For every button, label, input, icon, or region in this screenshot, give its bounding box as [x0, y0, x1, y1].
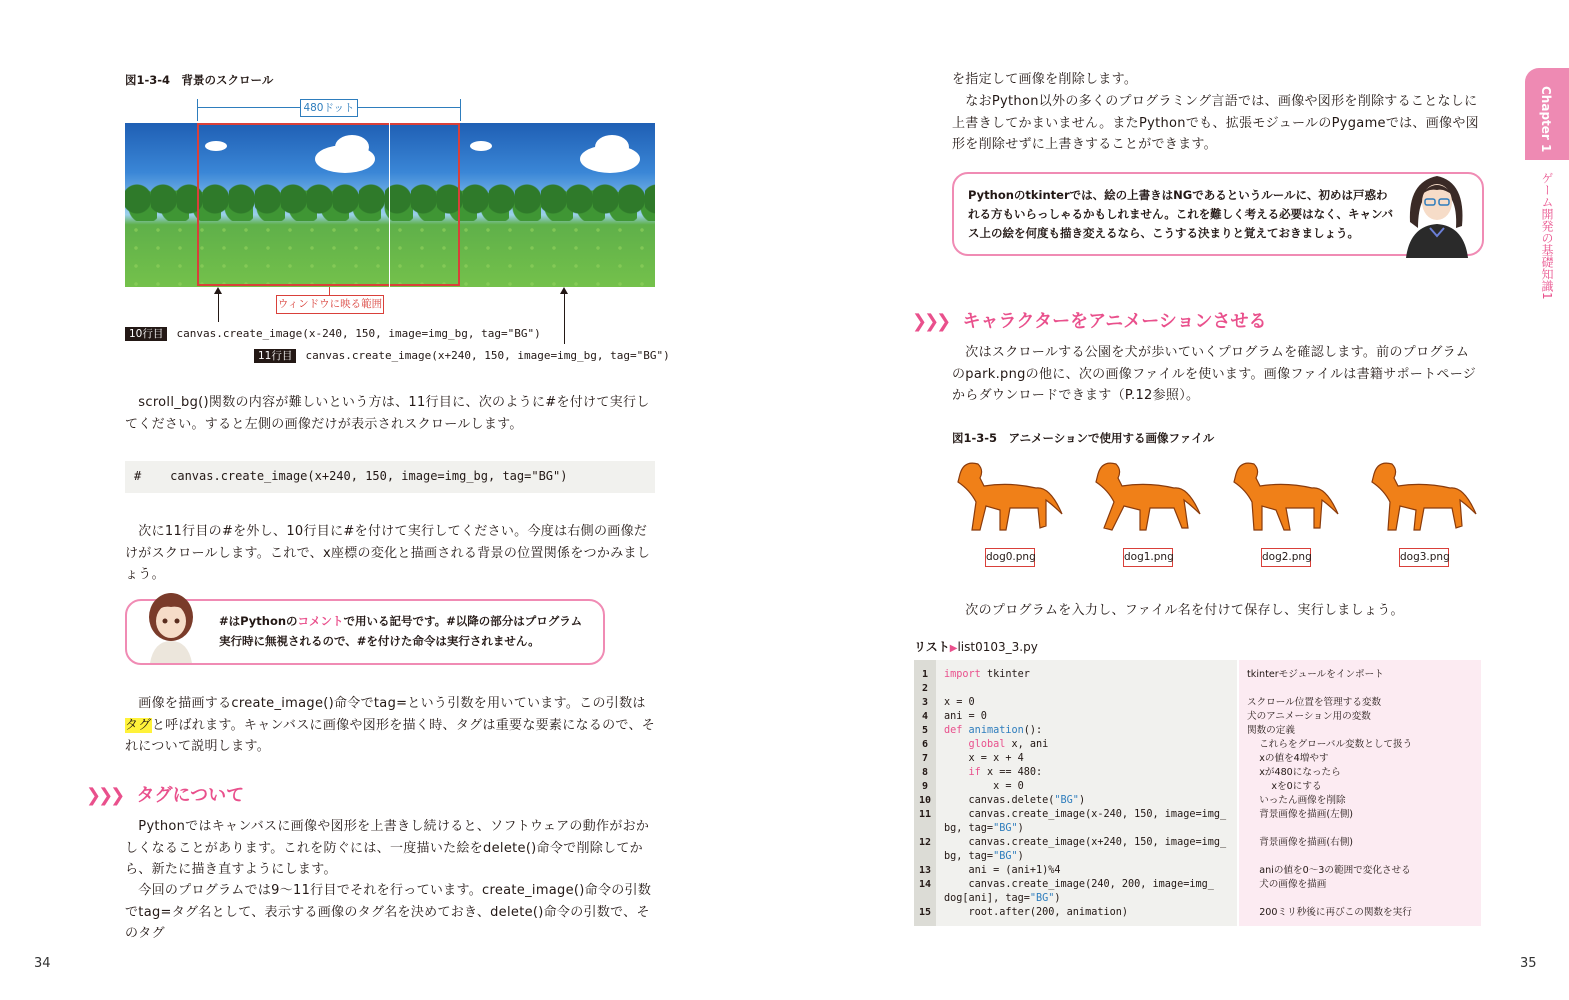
code-comment: aniの値を0～3の範囲で変化させる — [1247, 865, 1411, 876]
code-comment: 200ミリ秒後に再びこの関数を実行 — [1247, 907, 1412, 918]
code-line — [914, 738, 1481, 752]
figure-caption-dogs: 図1-3-5 アニメーションで使用する画像ファイル — [952, 431, 1215, 445]
code-line — [914, 822, 1481, 836]
chapter-tab — [1525, 68, 1569, 160]
code-comment: 犬のアニメーション用の変数 — [1247, 711, 1371, 722]
triangle-icon: ▶ — [949, 643, 958, 654]
dog-label-3: dog3.png — [1399, 548, 1449, 567]
line-number: 14 — [918, 879, 932, 890]
dog-label-2: dog2.png — [1261, 548, 1311, 567]
arrowhead-right — [560, 287, 568, 294]
code-comment: xが480になったら — [1247, 767, 1341, 778]
code-line — [914, 836, 1481, 850]
arrow-right-image — [564, 292, 565, 344]
code-text: root.after(200, animation) — [944, 907, 1129, 918]
chapter-side-title: ゲーム開発の基礎知識1 — [1540, 172, 1554, 300]
arrow-left-image — [218, 292, 219, 322]
highlight-tag-term: タグ — [125, 717, 152, 733]
dimension-tick-left — [197, 99, 198, 121]
code-comment: xを0にする — [1247, 781, 1322, 792]
cloud — [595, 135, 629, 159]
code-text: if x == 480: — [968, 767, 1043, 778]
code-text: canvas.create_image(x+240, 150, image=img_ — [944, 837, 1227, 848]
figure-caption: 図1-3-4 背景のスクロール — [125, 73, 274, 87]
code-text: def animation(): — [944, 725, 1043, 736]
code-line — [914, 864, 1481, 878]
tip-line-1: #はPythonのコメントで用いる記号です。#以降の部分はプログラム — [219, 614, 583, 628]
line-number: 5 — [921, 725, 929, 736]
line-number: 2 — [921, 683, 929, 694]
code-line — [914, 878, 1481, 892]
image-seam-line — [389, 123, 390, 287]
paragraph-r1: を指定して画像を削除します。 — [952, 72, 1138, 87]
code-comment: スクロール位置を管理する変数 — [1247, 697, 1382, 708]
window-range-label: ウィンドウに映る範囲 — [276, 295, 384, 314]
code-label-line10 — [125, 322, 541, 341]
chevrons-icon: ❯❯❯ — [912, 311, 949, 332]
code-text: ani = 0 — [944, 711, 987, 722]
code-comment: 背景画像を描画(左側) — [1247, 809, 1354, 820]
code-line — [914, 724, 1481, 738]
chapter-tab-label: Chapter 1 — [1539, 86, 1553, 153]
code-line — [914, 668, 1481, 682]
paragraph-r2: なおPython以外の多くのプログラミング言語では、画像や図形を削除することなしに上書きしてかまいません。またPythonでも、拡張モジュールのPygameでは、画像や図形を削除せずに上書きすることができます。 — [952, 94, 1479, 152]
arrowhead-left — [214, 287, 222, 294]
code-line — [914, 850, 1481, 864]
code-text: bg, tag="BG") — [944, 851, 1024, 862]
dog-label-0: dog0.png — [985, 548, 1035, 567]
line-number: 11 — [918, 809, 932, 820]
code-comment: これらをグローバル変数として扱う — [1247, 739, 1413, 750]
code-text: canvas.create_image(x-240, 150, image=img_ — [944, 809, 1227, 820]
window-range-connector — [329, 287, 330, 295]
code-text: bg, tag="BG") — [944, 823, 1024, 834]
code-line — [914, 766, 1481, 780]
dimension-label: 480ドット — [300, 99, 358, 117]
page-number-left: 34 — [34, 956, 51, 971]
line-number: 3 — [921, 697, 929, 708]
code-line — [914, 780, 1481, 794]
code-line — [914, 906, 1481, 920]
line-number: 13 — [918, 865, 932, 876]
dog-image-1 — [1088, 456, 1206, 538]
code-text: x = x + 4 — [944, 753, 1024, 764]
code-line — [914, 752, 1481, 766]
paragraph-r4: 次のプログラムを入力し、ファイル名を付けて保存し、実行しましょう。 — [952, 603, 1404, 618]
tip-line-2: 実行時に無視されるので、#を付けた命令は実行されません。 — [219, 634, 540, 648]
code-comment: 犬の画像を描画 — [1247, 879, 1327, 890]
code-listing — [914, 660, 1481, 926]
line-number: 8 — [921, 767, 929, 778]
line-number: 6 — [921, 739, 929, 750]
code-comment: 関数の定義 — [1247, 725, 1295, 736]
line-number: 1 — [921, 669, 929, 680]
code-comment: tkinterモジュールをインポート — [1247, 669, 1384, 680]
line-tag-11: 11行目 — [254, 349, 296, 363]
code-text: canvas.delete("BG") — [944, 795, 1086, 806]
code-text: ani = (ani+1)%4 — [944, 865, 1061, 876]
line-number: 9 — [921, 781, 929, 792]
paragraph-5: 今回のプログラムでは9～11行目でそれを行っています。create_image()命令の引数でtag=タグ名として、表示する画像のタグ名を決めておき、delete()命令の引数で、そのタグ — [125, 883, 652, 941]
dimension-tick-right — [460, 99, 461, 121]
paragraph-1: scroll_bg()関数の内容が難しいという方は、11行目に、次のように#を付けて実行してください。すると左側の画像だけが表示されスクロールします。 — [125, 395, 650, 432]
code-text-11: canvas.create_image(x+240, 150, image=img_bg, tag="BG") — [305, 349, 670, 362]
code-comment: いったん画像を削除 — [1247, 795, 1346, 806]
code-line — [914, 682, 1481, 696]
code-line — [914, 794, 1481, 808]
code-label-line11 — [254, 344, 670, 363]
code-text: canvas.create_image(240, 200, image=img_ — [944, 879, 1214, 890]
character-avatar-girl — [140, 591, 202, 663]
code-line — [914, 892, 1481, 906]
line-number: 15 — [918, 907, 932, 918]
code-line — [914, 808, 1481, 822]
code-comment: 背景画像を描画(右側) — [1247, 837, 1354, 848]
page-number-right: 35 — [1520, 956, 1537, 971]
line-number: 7 — [921, 753, 929, 764]
cloud — [470, 141, 492, 151]
window-range-frame — [197, 123, 460, 286]
code-text-10: canvas.create_image(x-240, 150, image=img_bg, tag="BG") — [176, 327, 541, 340]
code-comment: xの値を4増やす — [1247, 753, 1329, 764]
dog-image-2 — [1226, 456, 1344, 538]
line-number: 10 — [918, 795, 932, 806]
note-callout-text: Pythonのtkinterでは、絵の上書きはNGであるというルールに、初めは戸惑われる方もいらっしゃるかもしれません。これを難しく考える必要はなく、キャンバス上の絵を何度も描き変えるなら、こうする決まりと覚えておきましょう。 — [968, 188, 1394, 240]
dog-image-0 — [950, 456, 1068, 538]
code-text: x = 0 — [944, 781, 1024, 792]
paragraph-2: 次に11行目の#を外し、10行目に#を付けて実行してください。今度は右側の画像だけがスクロールします。これで、x座標の変化と描画される背景の位置関係をつかみましょう。 — [125, 524, 651, 582]
code-line — [914, 710, 1481, 724]
code-text: x = 0 — [944, 697, 975, 708]
tip-callout-text — [219, 611, 582, 651]
paragraph-r3: 次はスクロールする公園を犬が歩いていくプログラムを確認します。前のプログラムのpark.pngの他に、次の画像ファイルを使います。画像ファイルは書籍サポートページからダウンロードできます（P.12参照）。 — [952, 345, 1477, 403]
code-text: dog[ani], tag="BG") — [944, 893, 1061, 904]
section-heading-tag: ❯❯❯ タグについて — [86, 785, 245, 806]
code-text: import tkinter — [944, 669, 1030, 680]
code-block — [125, 461, 655, 493]
line-number: 12 — [918, 837, 932, 848]
paragraph-4: Pythonではキャンバスに画像や図形を上書きし続けると、ソフトウェアの動作がおかしくなることがあります。これを防ぐには、一度描いた絵をdelete()命令で削除してから、新たに描き直すようにします。 — [125, 819, 650, 877]
code-line — [914, 696, 1481, 710]
listing-label: リスト▶list0103_3.py — [914, 640, 1038, 654]
paragraph-3: 画像を描画するcreate_image()命令でtag=という引数を用いています。この引数はタグと呼ばれます。キャンバスに画像や図形を描く時、タグは重要な要素になるので、それについて説明します。 — [125, 696, 656, 754]
code-text: global x, ani — [968, 739, 1049, 750]
section-heading-animation: ❯❯❯ キャラクターをアニメーションさせる — [912, 311, 1267, 332]
dog-image-3 — [1364, 456, 1482, 538]
code-block-text: # canvas.create_image(x+240, 150, image=img_bg, tag="BG") — [134, 469, 568, 483]
line-tag-10: 10行目 — [125, 327, 167, 341]
dog-label-1: dog1.png — [1123, 548, 1173, 567]
chevrons-icon: ❯❯❯ — [86, 785, 123, 806]
line-number: 4 — [921, 711, 929, 722]
comment-keyword: コメント — [297, 614, 344, 628]
character-avatar-woman — [1400, 162, 1474, 258]
